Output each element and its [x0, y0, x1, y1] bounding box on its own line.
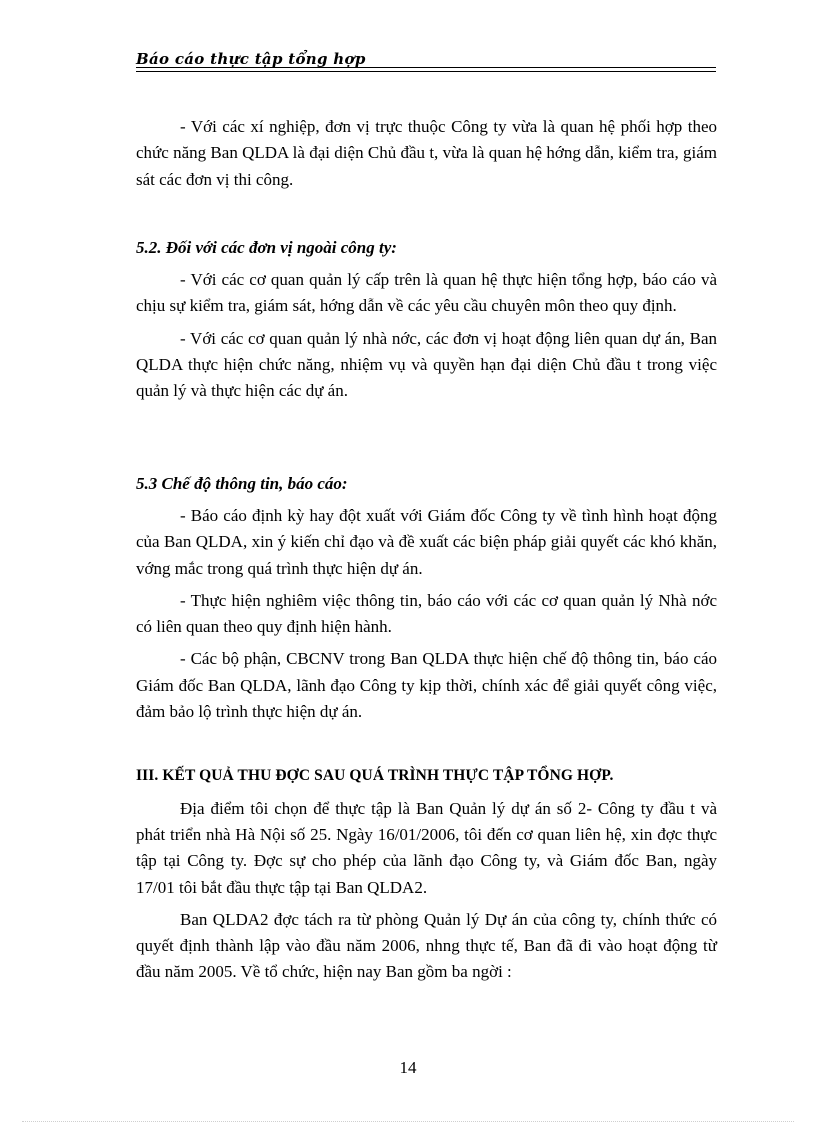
paragraph: - Báo cáo định kỳ hay đột xuất với Giám đốc Công ty về tình hình hoạt động của Ban QLDA, xin ý kiến chỉ đạo và đề xuất các biện pháp giải quyết các khó khăn, vớng mắc trong quá trình thực hiện dự án. — [136, 505, 717, 578]
paragraph: Địa điểm tôi chọn để thực tập là Ban Quản lý dự án số 2- Công ty đầu t và phát triển nhà Hà Nội số 25. Ngày 16/01/2006, tôi đến cơ quan liên hệ, xin đợc thực tập tại Công ty. Đợc sự cho phép của lãnh đạo Công ty, và Giám đốc Ban, ngày 17/01 tôi bắt đầu thực tập tại Ban QLDA2. — [136, 798, 717, 897]
paragraph: - Với các cơ quan quản lý nhà nớc, các đơn vị hoạt động liên quan dự án, Ban QLDA thực hiện chức năng, nhiệm vụ và quyền hạn đại diện Chủ đầu t trong việc quản lý và thực hiện các dự án. — [136, 328, 717, 401]
paragraph: Ban QLDA2 đợc tách ra từ phòng Quản lý Dự án của công ty, chính thức có quyết định thành lập vào đầu năm 2006, nhng thực tế, Ban đã đi vào hoạt động từ đầu năm 2005. Về tổ chức, hiện nay Ban gồm ba ngời : — [136, 909, 717, 982]
page-number: 14 — [399, 1058, 417, 1077]
page-bottom-border — [22, 1121, 794, 1122]
paragraph: - Với các xí nghiệp, đơn vị trực thuộc Công ty vừa là quan hệ phối hợp theo chức năng Ban QLDA là đại diện Chủ đầu t, vừa là quan hệ hớng dẫn, kiểm tra, giám sát các đơn vị thi công. — [136, 117, 717, 189]
section-heading-5-3: 5.3 Chế độ thông tin, báo cáo: — [136, 473, 348, 493]
section-heading-III: III. KẾT QUẢ THU ĐỢC SAU QUÁ TRÌNH THỰC TẬP TỔNG HỢP. — [136, 767, 614, 785]
header-rule-thick — [136, 67, 716, 68]
header-title: Báo cáo thực tập tổng hợp — [136, 50, 366, 68]
page-header — [136, 50, 716, 74]
header-rule-thin — [136, 71, 716, 72]
section-heading-5-2: 5.2. Đối với các đơn vị ngoài công ty: — [136, 237, 397, 257]
paragraph: - Thực hiện nghiêm việc thông tin, báo cáo với các cơ quan quản lý Nhà nớc có liên quan theo quy định hiện hành. — [136, 590, 717, 637]
paragraph: - Các bộ phận, CBCNV trong Ban QLDA thực hiện chế độ thông tin, báo cáo Giám đốc Ban QLDA, lãnh đạo Công ty kịp thời, chính xác để giải quyết công việc, đảm bảo lộ trình thực hiện dự án. — [136, 649, 717, 722]
document-body — [136, 114, 717, 986]
paragraph: - Với các cơ quan quản lý cấp trên là quan hệ thực hiện tổng hợp, báo cáo và chịu sự kiểm tra, giám sát, hớng dẫn về các yêu cầu chuyên môn theo quy định. — [136, 270, 717, 316]
